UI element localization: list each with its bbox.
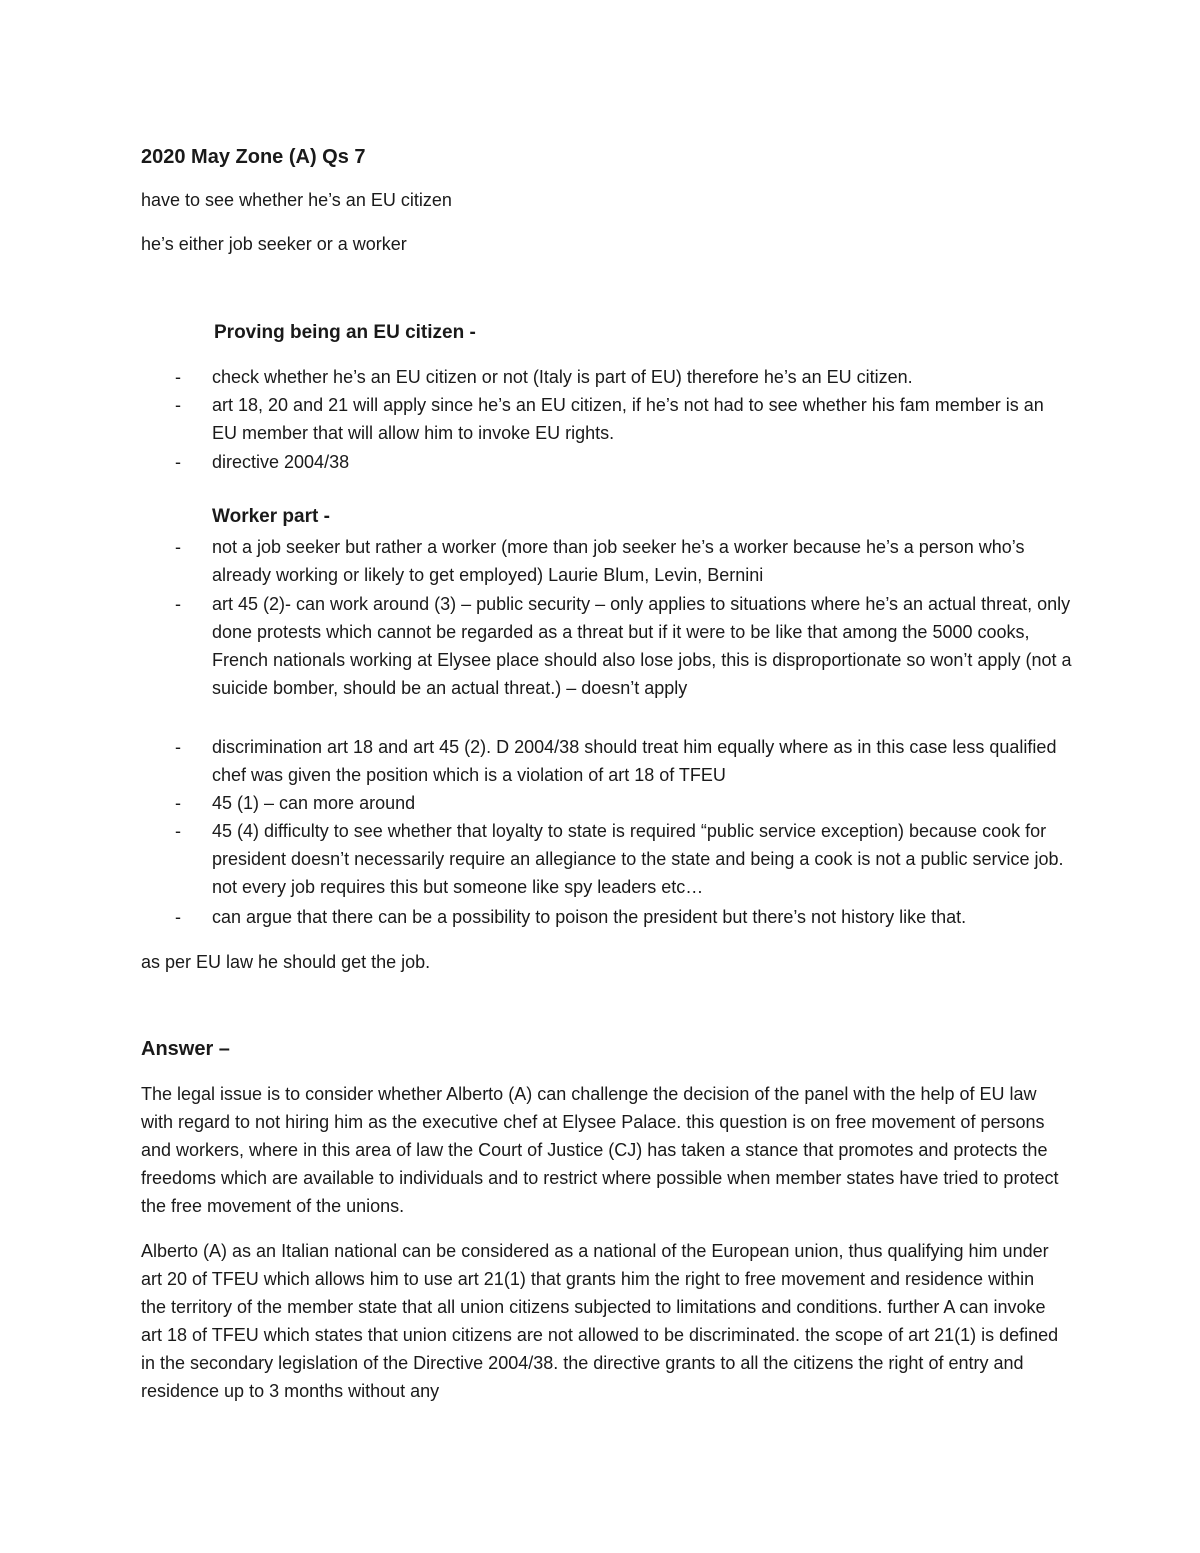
section-heading-eu-citizen: Proving being an EU citizen - — [214, 322, 476, 343]
list-item: can argue that there can be a possibility to poison the president but there’s not history like that. — [212, 907, 967, 927]
bullet-marker: - — [175, 737, 181, 757]
answer-paragraph-1: The legal issue is to consider whether Alberto (A) can challenge the decision of the panel with the help of EU law with regard to not hiring him as the executive chef at Elysee Palace. this question is on free movement of persons and workers, where in this area of law the Court of Justice (CJ) has taken a stance that promotes and protects the freedoms which are available to individuals and to restrict where possible when member states have tried to protect the free movement of the unions. — [141, 1084, 1059, 1216]
bullet-marker: - — [175, 452, 181, 472]
document-title: 2020 May Zone (A) Qs 7 — [141, 146, 366, 168]
bullet-marker: - — [175, 821, 181, 841]
bullet-marker: - — [175, 537, 181, 557]
answer-paragraph-2: Alberto (A) as an Italian national can be considered as a national of the European union, thus qualifying him under art 20 of TFEU which allows him to use art 21(1) that grants him the right to free movement and residence within the territory of the member state that all union citizens subjected to limitations and conditions. further A can invoke art 18 of TFEU which states that union citizens are not allowed to be discriminated. the scope of art 21(1) is defined in the secondary legislation of the Directive 2004/38. the directive grants to all the citizens the right of entry and residence up to 3 months without any — [141, 1241, 1059, 1401]
section-heading-worker: Worker part - — [212, 506, 330, 527]
list-item: 45 (4) difficulty to see whether that loyalty to state is required “public service exception) because cook for president doesn’t necessarily require an allegiance to the state and being a cook is not a public service job. not every job requires this but someone like spy leaders etc… — [212, 821, 1064, 897]
bullet-marker: - — [175, 793, 181, 813]
list-item: discrimination art 18 and art 45 (2). D 2004/38 should treat him equally where as in this case less qualified chef was given the position which is a violation of art 18 of TFEU — [212, 737, 1057, 785]
conclusion-line: as per EU law he should get the job. — [141, 952, 431, 972]
bullet-marker: - — [175, 907, 181, 927]
list-item: 45 (1) – can more around — [212, 793, 416, 813]
bullet-marker: - — [175, 594, 181, 614]
note-line-1: have to see whether he’s an EU citizen — [141, 190, 452, 210]
list-item: art 18, 20 and 21 will apply since he’s an EU citizen, if he’s not had to see whether his fam member is an EU member that will allow him to invoke EU rights. — [212, 395, 1044, 443]
note-line-2: he’s either job seeker or a worker — [141, 234, 407, 254]
list-item: directive 2004/38 — [212, 452, 350, 472]
answer-heading: Answer – — [141, 1038, 230, 1060]
bullet-marker: - — [175, 395, 181, 415]
bullet-marker: - — [175, 367, 181, 387]
list-item: not a job seeker but rather a worker (more than job seeker he’s a worker because he’s a person who’s already working or likely to get employed) Laurie Blum, Levin, Bernini — [212, 537, 1025, 585]
list-item: check whether he’s an EU citizen or not (Italy is part of EU) therefore he’s an EU citizen. — [212, 367, 913, 387]
list-item: art 45 (2)- can work around (3) – public security – only applies to situations where he’s an actual threat, only done protests which cannot be regarded as a threat but if it were to be like that among the 5000 cooks, French nationals working at Elysee place should also lose jobs, this is disproportionate so won’t apply (not a suicide bomber, should be an actual threat.) – doesn’t apply — [212, 594, 1072, 698]
